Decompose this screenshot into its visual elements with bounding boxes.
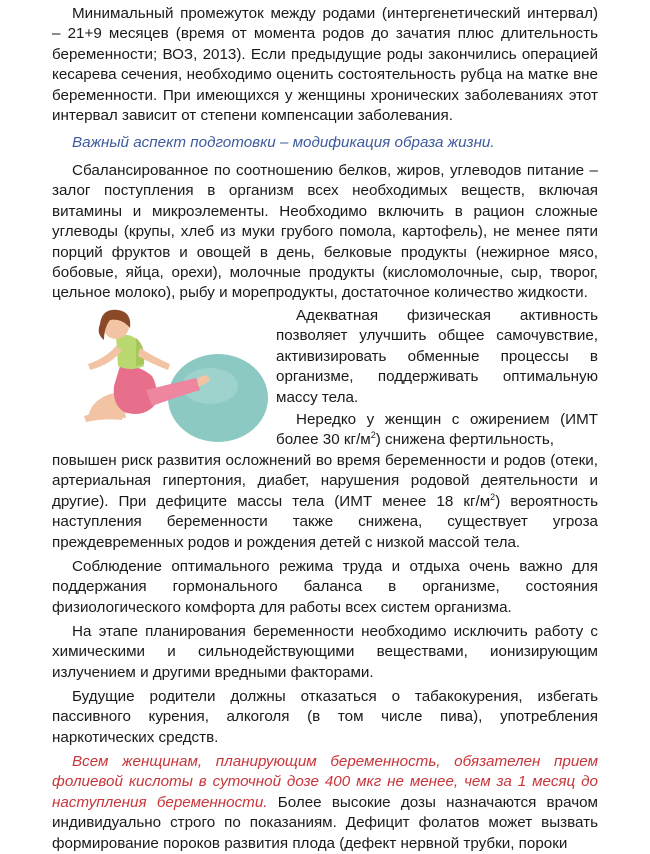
paragraph-work-rest-regime: Соблюдение оптимального режима труда и отдыха очень важно для поддержания гормонального баланса в организме, состояния физиологического комфорта для работы всех систем организма.: [52, 558, 598, 616]
folic-acid-emphasis: Всем женщинам, планирующим беременность, обязателен прием фолиевой кислоты в суточной дозе 400 мкг не менее, чем за 1 месяц до наступления беременности.: [52, 753, 598, 811]
superscript-2: 2: [370, 430, 376, 441]
folic-acid-text: Более высокие дозы назначаются врачом индивидуально строго по показаниям. Дефицит фолатов может вызвать формирование пороков развития плода (дефект нервной трубки, пороки: [52, 793, 598, 852]
paragraph-folic-acid: [52, 752, 598, 854]
paragraph-obesity-start: [276, 410, 598, 451]
superscript-2: 2: [490, 491, 496, 502]
paragraph-intergenetic-interval: Минимальный промежуток между родами (интергенетический интервал) – 21+9 месяцев (время от момента родов до зачатия плюс длительность беременности; ВОЗ, 2013). Если предыдущие роды закончились операцией кесарева сечения, необходимо оценить состоятельность рубца на матке вне беременности. При имеющихся у женщины хронических заболеваниях этот интервал зависит от степени компенсации заболевания.: [52, 5, 598, 125]
paragraph-obesity-continued: [52, 451, 598, 553]
obesity-text-a: Нередко у женщин с ожирением (ИМТ более 30 кг/м: [276, 411, 598, 449]
paragraph-physical-activity: Адекватная физическая активность позволяет улучшить общее самочувствие, активизировать обменные процессы в организме, поддерживать оптимальную массу тела.: [276, 307, 598, 406]
obesity-text-b: ) снижена фертильность,: [375, 431, 554, 449]
paragraph-harmful-habits: Будущие родители должны отказаться о табакокурения, избегать пассивного курения, алкоголя (в том числе пива), употребления наркотических средств.: [52, 688, 598, 746]
pregnant-woman-fitness-ball-illustration: [60, 306, 274, 446]
paragraph-nutrition: Сбалансированное по соотношению белков, жиров, углеводов питание – залог поступления в организм всех необходимых веществ, включая витамины и микроэлементы. Необходимо включить в рацион сложные углеводы (крупы, хлеб из муки грубого помола, картофель), не менее пяти порций фруктов и овощей в день, белковые продукты (нежирное мясо, бобовые, яйца, орехи), молочные продукты (кисломолочные, сыр, творог, цельное молоко), рыбу и морепродукты, достаточное количество жидкости.: [52, 162, 598, 302]
paragraph-hazardous-work: На этапе планирования беременности необходимо исключить работу с химическими и сильнодействующими веществами, ионизирующим излучением и другими вредными факторами.: [52, 623, 598, 681]
obesity-text-d: ) вероятность наступления беременности также снижена, существует угроза преждевременных родов и рождения детей с низкой массой тела.: [52, 492, 598, 551]
obesity-text-c: повышен риск развития осложнений во время беременности и родов (отеки, артериальная гипертония, диабет, нарушения родовой деятельности и другие). При дефиците массы тела (ИМТ менее 18 кг/м: [52, 452, 598, 510]
section-heading-lifestyle: Важный аспект подготовки – модификация образа жизни.: [72, 134, 495, 151]
